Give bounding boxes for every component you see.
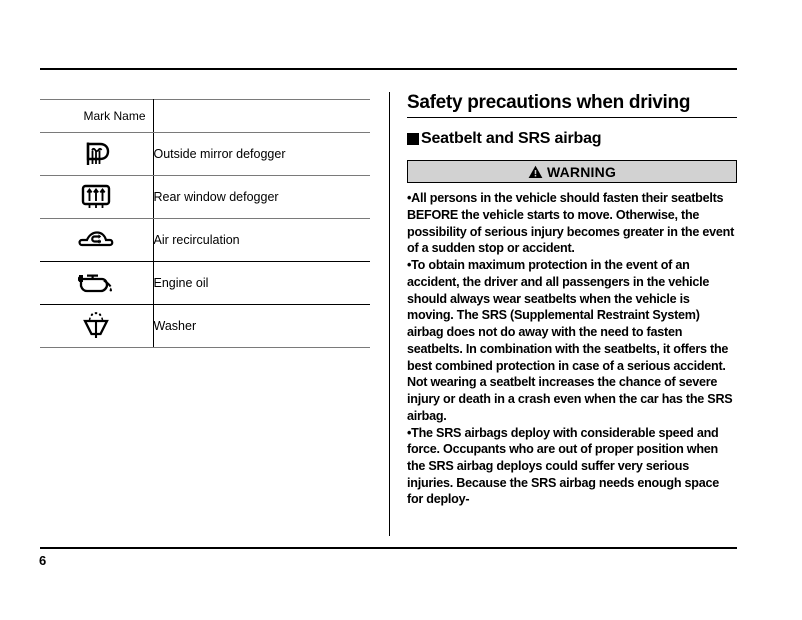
table-row (40, 176, 370, 219)
air-recirculation-icon (40, 219, 153, 262)
warning-paragraph: Not wearing a seatbelt increases the chance of severe injury or death in a crash even when the car has the SRS airbag. (407, 375, 733, 423)
warning-paragraph: • All persons in the vehicle should fasten their seatbelts BEFORE the vehicle starts to move. Otherwise, the possibility of serious injury becomes greater in the event of a sudden stop or accident. (407, 190, 737, 257)
engine-oil-icon (40, 262, 153, 305)
table-row (40, 133, 370, 176)
symbol-table (40, 99, 370, 348)
warning-banner-content (528, 164, 616, 180)
bullet-square-icon (407, 133, 419, 145)
outside-mirror-defogger-icon (40, 133, 153, 176)
warning-body (407, 190, 737, 508)
symbol-name-label: Washer (153, 305, 370, 348)
title-underline (407, 117, 737, 118)
page-bottom-rule (40, 547, 737, 549)
page-title: Safety precautions when driving (407, 92, 691, 113)
page-top-rule (40, 68, 737, 70)
symbol-name-label: Air recirculation (153, 219, 370, 262)
symbol-name-label: Outside mirror defogger (153, 133, 370, 176)
table-header-row (40, 100, 370, 133)
rear-window-defogger-icon (40, 176, 153, 219)
washer-icon (40, 305, 153, 348)
page-number: 6 (39, 553, 47, 568)
section-subtitle-label: Seatbelt and SRS airbag (421, 129, 602, 147)
table-row (40, 305, 370, 348)
section-subtitle (407, 130, 737, 148)
warning-banner (407, 160, 737, 183)
table-row (40, 219, 370, 262)
column-divider (389, 92, 390, 536)
mark-name-header: Mark Name (40, 100, 153, 133)
table-row (40, 262, 370, 305)
symbol-name-label: Rear window defogger (153, 176, 370, 219)
right-column (407, 92, 737, 508)
symbol-name-label: Engine oil (153, 262, 370, 305)
warning-label: WARNING (546, 163, 617, 180)
warning-paragraph: • To obtain maximum protection in the event of an accident, the driver and all passengers in the vehicle should always wear seatbelts when the vehicle is moving. The SRS (Supplemental Restraint System) airbag does not do away with the need to fasten seatbelts. In combination with the seatbelts, it offers the best combined protection in case of a serious accident. (407, 257, 737, 374)
warning-paragraph: • The SRS airbags deploy with considerable speed and force. Occupants who are out of proper position when the SRS airbag deploys could suffer very serious injuries. Because the SRS airbag needs enough space for deploy- (407, 425, 737, 509)
header-blank-cell (153, 100, 370, 133)
warning-triangle-icon (528, 165, 543, 179)
